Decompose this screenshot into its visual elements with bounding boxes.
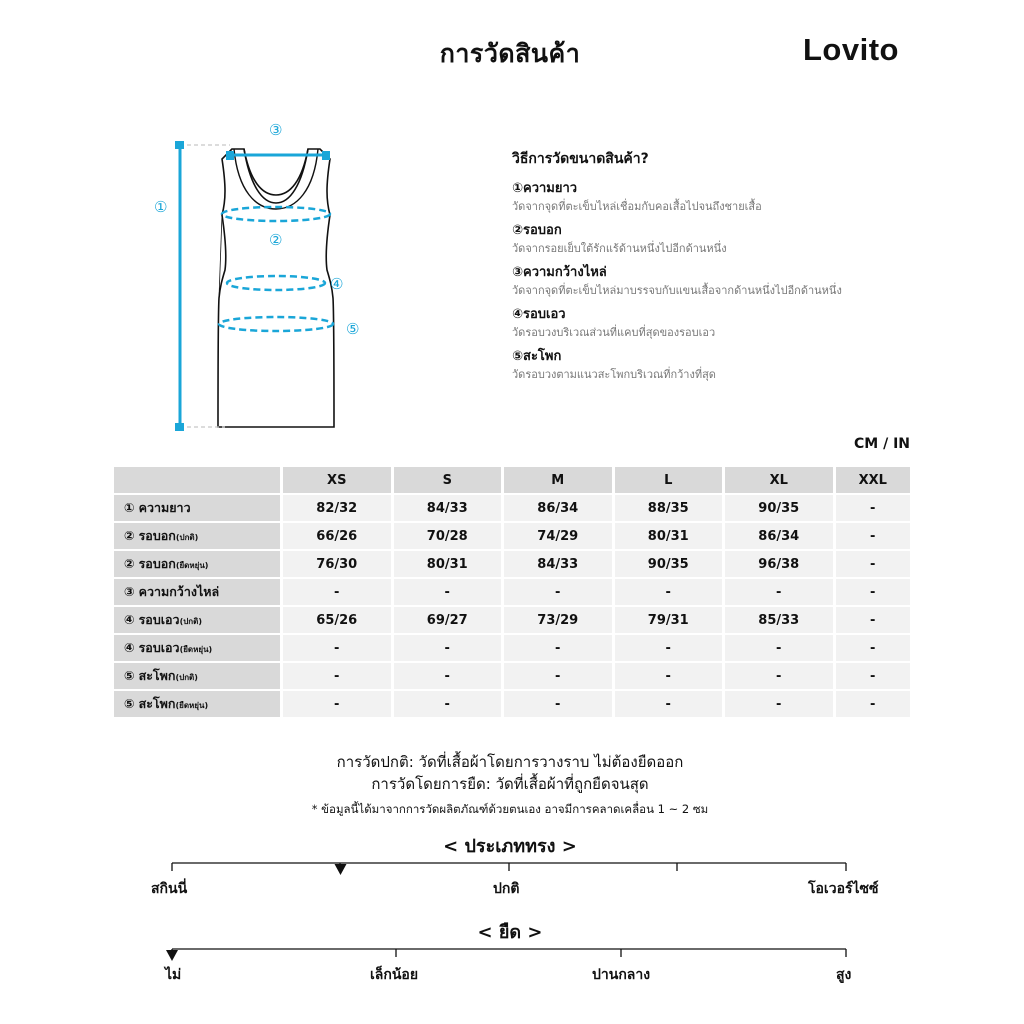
size-value: 80/31 <box>394 551 502 577</box>
row-sub: (ยืดหยุ่น) <box>175 701 209 710</box>
row-sub: (ปกติ) <box>175 533 199 542</box>
size-value: 79/31 <box>615 607 723 633</box>
size-value: - <box>283 663 391 689</box>
size-value: - <box>504 691 612 717</box>
size-header: L <box>615 467 723 493</box>
guide-title: วิธีการวัดขนาดสินค้า? <box>512 151 649 167</box>
size-value: - <box>615 691 723 717</box>
row-sub: (ยืดหยุ่น) <box>175 561 209 570</box>
size-value: - <box>394 691 502 717</box>
stretch-label-slight: เล็กน้อย <box>370 967 419 983</box>
row-name: รอบอก <box>138 528 176 543</box>
guide-item-desc: วัดจากจุดที่ตะเข็บไหล่มาบรรจบกับแขนเสื้อจากด้านหนึ่งไปอีกด้านหนึ่ง <box>512 284 842 297</box>
table-corner <box>114 467 280 493</box>
size-row <box>114 551 910 577</box>
label-shoulder: ③ <box>269 121 283 139</box>
size-value: - <box>836 579 911 605</box>
guide-item-name: ③ความกว้างไหล่ <box>512 265 607 280</box>
stretch-marker <box>166 950 178 961</box>
stretch-scale <box>150 944 890 974</box>
size-value: 74/29 <box>504 523 612 549</box>
size-header: XL <box>725 467 833 493</box>
dress-diagram <box>130 115 380 445</box>
guide-item <box>512 347 932 384</box>
size-header: XS <box>283 467 391 493</box>
row-label <box>114 523 280 549</box>
stretch-label-medium: ปานกลาง <box>592 967 651 983</box>
guide-item-name: ①ความยาว <box>512 181 578 196</box>
row-label <box>114 607 280 633</box>
size-value: - <box>615 663 723 689</box>
size-value: 66/26 <box>283 523 391 549</box>
size-header: XXL <box>836 467 911 493</box>
guide-item-desc: วัดจากรอยเย็บใต้รักแร้ด้านหนึ่งไปอีกด้านหนึ่ง <box>512 242 727 255</box>
row-name: รอบเอว <box>138 612 180 627</box>
stretch-label-none: ไม่ <box>165 967 182 983</box>
row-number: ④ <box>124 612 135 627</box>
size-value: - <box>836 607 911 633</box>
page-title: การวัดสินค้า <box>439 39 581 68</box>
size-row <box>114 691 910 717</box>
row-number: ⑤ <box>124 696 135 711</box>
size-value: - <box>504 579 612 605</box>
note-normal: การวัดปกติ: วัดที่เสื้อผ้าโดยการวางราบ ไม่ต้องยืดออก <box>336 753 684 771</box>
size-value: 76/30 <box>283 551 391 577</box>
size-value: 86/34 <box>725 523 833 549</box>
fit-scale <box>150 858 890 888</box>
row-number: ② <box>124 528 135 543</box>
guide-item-name: ②รอบอก <box>512 223 562 238</box>
size-row <box>114 495 910 521</box>
row-name: รอบอก <box>138 556 176 571</box>
row-label <box>114 663 280 689</box>
guide-item-desc: วัดรอบวงบริเวณส่วนที่แคบที่สุดของรอบเอว <box>512 326 716 339</box>
note-stretch: การวัดโดยการยืด: วัดที่เสื้อผ้าที่ถูกยืดจนสุด <box>371 775 649 793</box>
size-value: 73/29 <box>504 607 612 633</box>
measure-guide <box>512 148 932 389</box>
size-value: 69/27 <box>394 607 502 633</box>
size-value: 86/34 <box>504 495 612 521</box>
size-row <box>114 663 910 689</box>
size-value: - <box>283 691 391 717</box>
guide-item-name: ⑤สะโพก <box>512 349 562 364</box>
size-value: 80/31 <box>615 523 723 549</box>
size-row <box>114 607 910 633</box>
size-value: - <box>725 663 833 689</box>
stretch-title: < ยืด > <box>477 922 543 943</box>
guide-item <box>512 179 932 216</box>
size-value: 82/32 <box>283 495 391 521</box>
row-name: รอบเอว <box>138 640 180 655</box>
guide-item <box>512 305 932 342</box>
size-row <box>114 579 910 605</box>
guide-item-desc: วัดจากจุดที่ตะเข็บไหล่เชื่อมกับคอเสื้อไปจนถึงชายเสื้อ <box>512 200 762 213</box>
size-value: - <box>394 579 502 605</box>
row-number: ① <box>124 500 135 515</box>
size-value: - <box>504 663 612 689</box>
row-number: ⑤ <box>124 668 135 683</box>
fit-marker <box>335 864 347 875</box>
fit-label-skinny: สกินนี่ <box>151 881 188 897</box>
row-label <box>114 495 280 521</box>
row-name: ความยาว <box>138 500 191 515</box>
size-value: - <box>615 579 723 605</box>
size-value: - <box>725 691 833 717</box>
size-value: - <box>836 635 911 661</box>
note-disclaimer: * ข้อมูลนี้ได้มาจากการวัดผลิตภัณฑ์ด้วยตนเอง อาจมีการคลาดเคลื่อน 1 ~ 2 ซม <box>311 802 709 816</box>
size-value: - <box>394 635 502 661</box>
row-sub: (ปกติ) <box>179 617 202 626</box>
size-value: 65/26 <box>283 607 391 633</box>
label-waist: ④ <box>330 275 344 293</box>
row-label <box>114 551 280 577</box>
size-value: 90/35 <box>615 551 723 577</box>
row-number: ③ <box>124 584 135 599</box>
row-name: สะโพก <box>138 696 176 711</box>
size-value: 84/33 <box>394 495 502 521</box>
row-sub: (ยืดหยุ่น) <box>179 645 213 654</box>
size-value: - <box>725 635 833 661</box>
row-number: ② <box>124 556 135 571</box>
size-value: - <box>836 495 911 521</box>
size-value: - <box>283 579 391 605</box>
row-label <box>114 691 280 717</box>
size-value: - <box>394 663 502 689</box>
label-length: ① <box>154 198 168 216</box>
size-value: 84/33 <box>504 551 612 577</box>
size-value: - <box>836 523 911 549</box>
fit-label-oversize: โอเวอร์ไซซ์ <box>808 881 879 897</box>
guide-item <box>512 263 932 300</box>
size-value: - <box>836 663 911 689</box>
size-header-row <box>114 467 910 493</box>
size-value: 70/28 <box>394 523 502 549</box>
size-row <box>114 635 910 661</box>
label-bust: ② <box>269 231 283 249</box>
guide-item-desc: วัดรอบวงตามแนวสะโพกบริเวณที่กว้างที่สุด <box>512 368 716 381</box>
size-table <box>111 465 913 719</box>
fit-title: < ประเภททรง > <box>443 836 577 857</box>
row-label <box>114 635 280 661</box>
size-value: 90/35 <box>725 495 833 521</box>
size-value: - <box>283 635 391 661</box>
guide-item-name: ④รอบเอว <box>512 307 566 322</box>
unit-label: CM / IN <box>854 436 910 452</box>
size-value: - <box>836 551 911 577</box>
size-value: 85/33 <box>725 607 833 633</box>
label-hip: ⑤ <box>346 320 360 338</box>
fit-label-regular: ปกติ <box>493 881 520 897</box>
size-value: - <box>725 579 833 605</box>
row-name: ความกว้างไหล่ <box>138 584 220 599</box>
size-header: M <box>504 467 612 493</box>
guide-item <box>512 221 932 258</box>
row-number: ④ <box>124 640 135 655</box>
stretch-label-high: สูง <box>836 967 852 983</box>
size-row <box>114 523 910 549</box>
row-sub: (ปกติ) <box>175 673 198 682</box>
size-value: 88/35 <box>615 495 723 521</box>
row-label <box>114 579 280 605</box>
size-value: 96/38 <box>725 551 833 577</box>
brand-logo: Lovito <box>803 32 899 67</box>
size-value: - <box>836 691 911 717</box>
size-value: - <box>615 635 723 661</box>
row-name: สะโพก <box>138 668 176 683</box>
size-value: - <box>504 635 612 661</box>
size-header: S <box>394 467 502 493</box>
